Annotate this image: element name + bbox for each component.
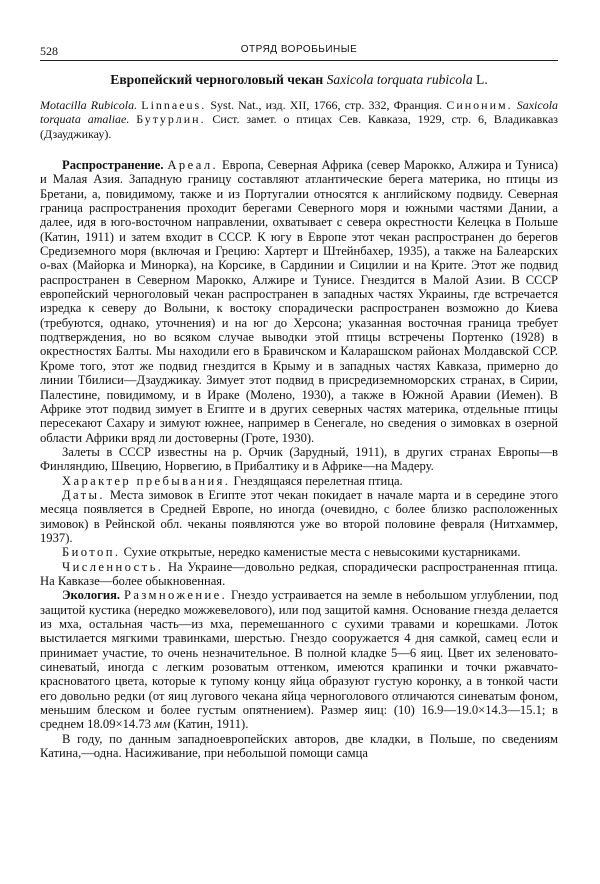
distribution-text: Европа, Северная Африка (север Марокко, Алжира и Туниса) и Малая Азия. Западную границу составляют атлантические берега материка, но птицы из Бретани, а, повидимому, также и из Португалии относятся к английскому подвиду. Северная граница распространения проходит берегами Северного моря и южными частями Дании, а далее, идя в юго-восточном направлении, охватывает с севера окрестности Келецка в Польше (Катин, 1911) и затем входит в СССР. К югу в Европе этот чекан распространен до берегов Средиземного моря (включая и Грецию: Хартерт и Штейнбахер, 1935), а также на Балеарских о-вах (Майорка и Минорка), на Корсике, в Сардинии и Сицилии и на Крите. Этот же подвид распространен в Северном Марокко, Алжире и Тунисе. Гнездится в Малой Азии. В СССР европейский черноголовый чекан распространен в западных частях Украины, где встречается изредка к северу до Волыни, к востоку спорадически распространен возможно до Киева (требуются, однако, уточнения) и на юг до Херсона; указанная восточная граница требует подтверждения, но во всяком случае выводки этой птицы встречены Портенко (1928) в окрестностях Балты. Мы находили его в Бравичском и Каларашском районах Молдавской ССР. Кроме того, этот же подвид гнездится в Крыму и в западных частях Кавказа, примерно до линии Тбилиси—Дзауджикау. Зимует этот подвид в присредиземноморских странах, в Сирии, Палестине, повидимому, и в Ираке (Молено, 1930), а также в Южной Аравии (Иемен). В Африке этот подвид зимует в Египте и в других северных частях материка, отдельные птицы пересекают Сахару и зимуют южнее, например в Сенегале, но сведения о зимовках в озерной области Африки вряд ли достоверны (Гроте, 1930). — [40, 158, 558, 445]
basionym-name: Motacilla Rubicola. — [40, 98, 138, 112]
species-latin-name: Saxicola torquata rubicola — [326, 72, 473, 87]
ecology-paragraph — [40, 588, 558, 731]
dates-label: Даты. — [62, 487, 105, 502]
species-title — [40, 72, 558, 88]
synonym-name: Saxicola torquata amaliae. — [40, 98, 559, 127]
breeding-label: Размножение. — [123, 588, 228, 603]
ecology-heading: Экология. — [62, 588, 121, 603]
breeding-citation: (Катин, 1911). — [173, 717, 249, 732]
abundance-text: На Украине—довольно редкая, спорадически распространенная птица. На Кавказе—более обыкновенная. — [40, 559, 558, 588]
areal-label: Ареал. — [167, 158, 219, 172]
article-body — [40, 158, 558, 760]
distribution-paragraph — [40, 158, 558, 445]
synonymy-block — [40, 98, 558, 141]
biotope-label: Биотоп. — [62, 545, 121, 560]
synonym-label: Синоним. — [446, 98, 513, 112]
stray-records-paragraph: Залеты в СССР известны на р. Орчик (Зарудный, 1911), в других странах Европы—в Финляндию, Швецию, Норвегию, в Прибалтику и в Африке—на Мадеру. — [40, 444, 558, 474]
biotope-text: Сухие открытые, нередко каменистые места с невысокими кустарниками. — [123, 545, 521, 560]
clutch-paragraph: В году, по данным западноевропейских авторов, две кладки, в Польше, по сведениям Катина,—одна. Насиживание, при небольшой помощи самца — [40, 731, 558, 761]
residence-text: Гнездящаяся перелетная птица. — [233, 473, 403, 488]
size-unit: мм — [154, 717, 171, 732]
basionym-author: Linnaeus. — [141, 98, 207, 112]
biotope-paragraph — [40, 545, 558, 559]
abundance-label: Численность. — [62, 559, 164, 574]
synonym-reference: Сист. замет. о птицах Сев. Кавказа, 1929, стр. 6, Владикавказ (Дзауджикау). — [40, 112, 559, 141]
basionym-reference: Syst. Nat., изд. XII, 1766, стр. 332, Франция. — [210, 98, 443, 112]
residence-label: Характер пребывания. — [62, 473, 231, 488]
synonym-author: Бутурлин. — [136, 112, 206, 127]
page-number: 528 — [40, 44, 58, 58]
breeding-text: Гнездо устраивается на земле в небольшом углублении, под защитой кустика (нередко можжевелового), или под защитой камня. Основание гнезда делается из мха, остальная часть—из мха, перемешанного с сухими травами и корешками. Лоток выстилается мягкими травинками, шерстью. Гнездо сооружается 4 дня самкой, самец если и принимает участие, то очень незначительное. В полной кладке 5—6 яиц. Цвет их зеленовато-синеватый, иногда с легким розоватым оттенком, имеются крапинки и точки ржавчато-красноватого цвета, которые к тупому концу яйца образуют густую коронку, а в тонкой части его довольно редки (от яиц лугового чекана яйца черноголового отличаются синеватым фоном, меньшим блеском и более густым опятнением). Размер яиц: (10) 16.9—19.0×14.3—15.1; в среднем 18.09×14.73 — [40, 588, 558, 732]
species-author: L. — [476, 72, 488, 87]
residence-paragraph — [40, 474, 558, 488]
distribution-heading: Распространение. — [62, 158, 164, 172]
dates-text: Места зимовок в Египте этот чекан покидает в начале марта и в середине этого месяца появляется в Средней Европе, но иногда (очевидно, с более близко расположенных зимовок) в Рейнской обл. чеканы появляются уже во второй половине февраля (Нитхаммер, 1937). — [40, 487, 558, 545]
dates-paragraph — [40, 488, 558, 545]
abundance-paragraph — [40, 560, 558, 589]
species-common-name: Европейский черноголовый чекан — [110, 72, 324, 87]
running-head: ОТРЯД ВОРОБЬИНЫЕ — [240, 44, 358, 55]
page-header — [40, 44, 558, 61]
